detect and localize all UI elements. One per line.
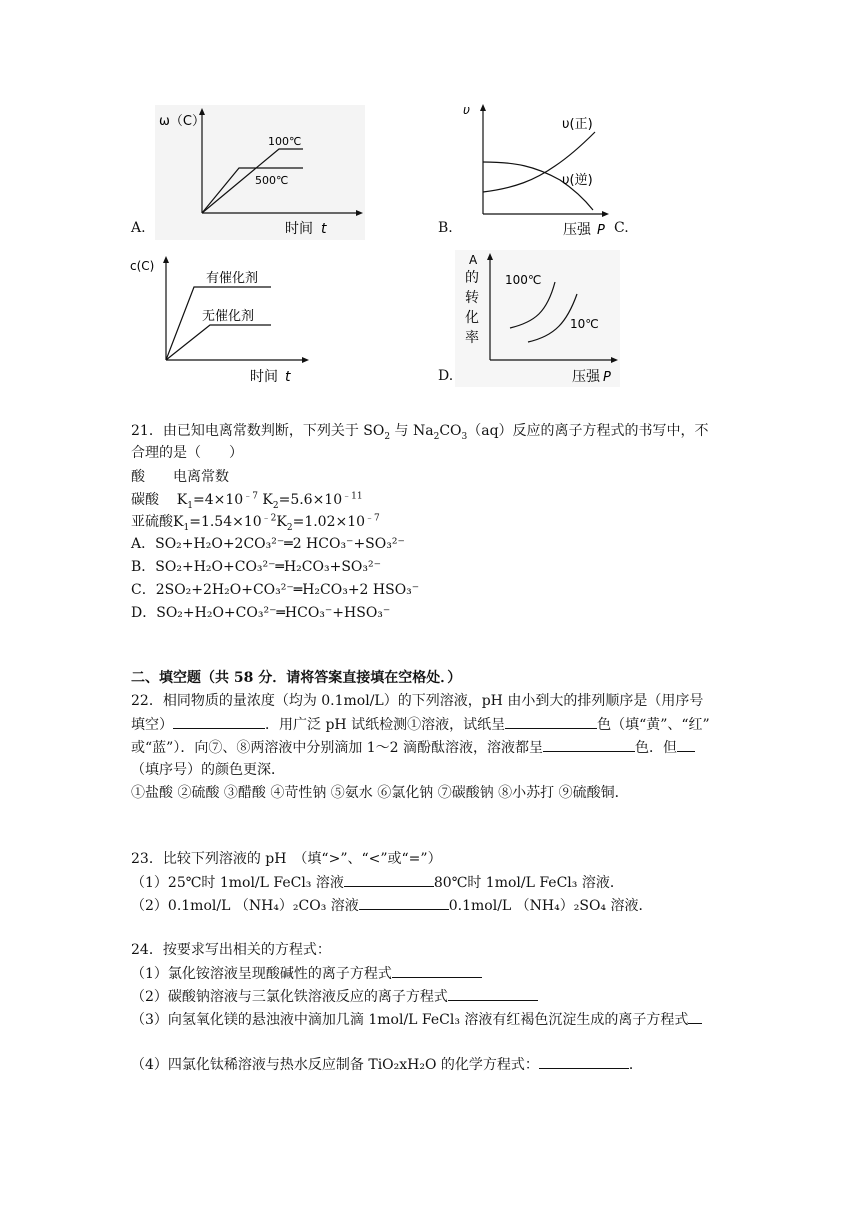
graph-b-ylabel: υ <box>463 103 470 117</box>
graph-d-xvar: P <box>603 370 611 385</box>
q24-part2: （2）碳酸钠溶液与三氯化铁溶液反应的离子方程式 <box>131 986 538 1007</box>
q22-blank-paper-color[interactable] <box>505 714 597 729</box>
q21-row-sulfurous: 亚硫酸$K_1=1.54\times 10^{﹣2}K_2=1.02\times 10^{﹣7}$ <box>131 513 380 533</box>
graph-a <box>155 105 365 240</box>
graph-b-svg <box>455 100 615 240</box>
graph-a-svg <box>155 105 365 240</box>
graph-b-xvar: P <box>597 223 605 238</box>
q24-stem: 24．按要求写出相关的方程式： <box>131 942 331 958</box>
graph-c-curve-nocatalyst <box>166 325 271 360</box>
q22-substance-list: ①盐酸 ②硫酸 ③醋酸 ④苛性钠 ⑤氨水 ⑥氯化钠 ⑦碳酸钠 ⑧小苏打 ⑨硫酸铜． <box>131 785 629 801</box>
graph-b <box>455 100 615 240</box>
q24-part1: （1）氯化铵溶液呈现酸碱性的离子方程式 <box>131 963 482 984</box>
q22-blank-deeper[interactable] <box>677 737 695 752</box>
q24-blank-4[interactable] <box>539 1054 629 1069</box>
graph-d-curve1-label: 100℃ <box>505 273 542 287</box>
graph-a-curve1-label: 100℃ <box>268 135 302 148</box>
graph-d-ylabel-2: 转 <box>465 290 479 306</box>
q23-part2: （2）0.1mol/L （NH₄）₂CO₃ 溶液 0.1mol/L （NH₄）₂SO₄ 溶液． <box>131 895 653 916</box>
q21-table-header: 酸 电离常数 <box>131 469 229 485</box>
graph-c-xlabel: 时间 <box>250 369 278 385</box>
q24-blank-2[interactable] <box>448 986 538 1001</box>
graph-b-curve2-label: υ(逆) <box>562 173 593 188</box>
graph-d-ylabel-3: 化 <box>465 310 479 326</box>
graph-d-ylabel-1: 的 <box>465 270 479 286</box>
q22-blank-order[interactable] <box>173 714 265 729</box>
graph-d-svg <box>455 250 620 387</box>
graph-d-xlabel: 压强 <box>572 369 600 385</box>
q24-part3: （3）向氢氧化镁的悬浊液中滴加几滴 1mol/L FeCl₃ 溶液有红褐色沉淀生成的离子方程式 <box>131 1009 702 1030</box>
graph-d-option: D. <box>438 368 454 384</box>
q23-part1: （1）25℃时 1mol/L FeCl₃ 溶液 80℃时 1mol/L FeCl₃ 溶液． <box>131 872 624 893</box>
graph-b-option: B. <box>438 220 453 236</box>
graph-b-curve1-label: υ(正) <box>562 117 593 132</box>
graph-c-curve2-label: 无催化剂 <box>202 309 255 324</box>
q23-stem: 23．比较下列溶液的 pH （填“>”、“<”或“=”） <box>131 851 442 867</box>
graph-c-option: C. <box>614 220 629 236</box>
q21-stem-line2: 合理的是（ ） <box>131 445 243 461</box>
graph-a-option: A. <box>131 220 146 236</box>
q23-blank-1[interactable] <box>344 872 434 887</box>
graph-b-xlabel: 压强 <box>563 222 591 238</box>
q22-line4: （填序号）的颜色更深． <box>131 762 285 778</box>
graph-c-svg <box>128 252 310 387</box>
graph-a-ylabel: ω（C） <box>159 114 205 129</box>
q24-blank-1[interactable] <box>392 963 482 978</box>
q21-row-carbonic: 碳酸 $K_1=4\times 10^{﹣7}$ $K_2=5.6\times 10^{﹣11}$ <box>131 491 363 511</box>
graph-d-ylabel-0: A <box>469 253 478 267</box>
q22-blank-phenolphthalein-color[interactable] <box>543 737 635 752</box>
q22-line2: 填空） ．用广泛 pH 试纸检测①溶液，试纸呈 色（填“黄”、“红” <box>131 714 710 735</box>
q24-blank-3[interactable] <box>688 1009 702 1024</box>
graph-a-xlabel: 时间 <box>285 221 313 237</box>
graph-c-curve1-label: 有催化剂 <box>206 271 259 286</box>
q22-line1: 22．相同物质的量浓度（均为 0.1mol/L）的下列溶液，pH 由小到大的排列顺序是（用序号 <box>131 693 704 709</box>
q23-blank-2[interactable] <box>359 895 449 910</box>
graph-d <box>455 250 620 387</box>
graph-d-curve2-label: 10℃ <box>570 317 599 331</box>
graph-c <box>128 252 310 387</box>
graph-a-xvar: t <box>321 221 327 237</box>
graph-c-xvar: t <box>285 369 291 385</box>
q21-option-a: A．SO₂+H₂O+2CO₃²⁻═2 HCO₃⁻+SO₃²⁻ <box>131 536 405 552</box>
q21-stem-line1: 21．由已知电离常数判断，下列关于 $SO_2$ 与 $Na_2CO_3(aq)$反应的离子方程式的书写中，不 <box>131 423 709 442</box>
graph-a-curve2-label: 500℃ <box>255 174 289 187</box>
q22-line3: 或“蓝”）．向⑦、⑧两溶液中分别滴加 1～2 滴酚酞溶液，溶液都呈 色．但 <box>131 737 695 758</box>
graph-c-ylabel: c(C) <box>130 259 155 273</box>
q21-option-b: B．SO₂+H₂O+CO₃²⁻═H₂CO₃+SO₃²⁻ <box>131 559 381 575</box>
q24-part4: （4）四氯化钛稀溶液与热水反应制备 TiO₂xH₂O 的化学方程式： ． <box>131 1054 643 1075</box>
q21-option-c: C．2SO₂+2H₂O+CO₃²⁻═H₂CO₃+2 HSO₃⁻ <box>131 582 420 598</box>
section2-heading: 二、填空题（共 58 分．请将答案直接填在空格处．） <box>131 670 462 686</box>
graph-d-ylabel-4: 率 <box>465 330 479 346</box>
q21-option-d: D．SO₂+H₂O+CO₃²⁻═HCO₃⁻+HSO₃⁻ <box>131 605 391 621</box>
